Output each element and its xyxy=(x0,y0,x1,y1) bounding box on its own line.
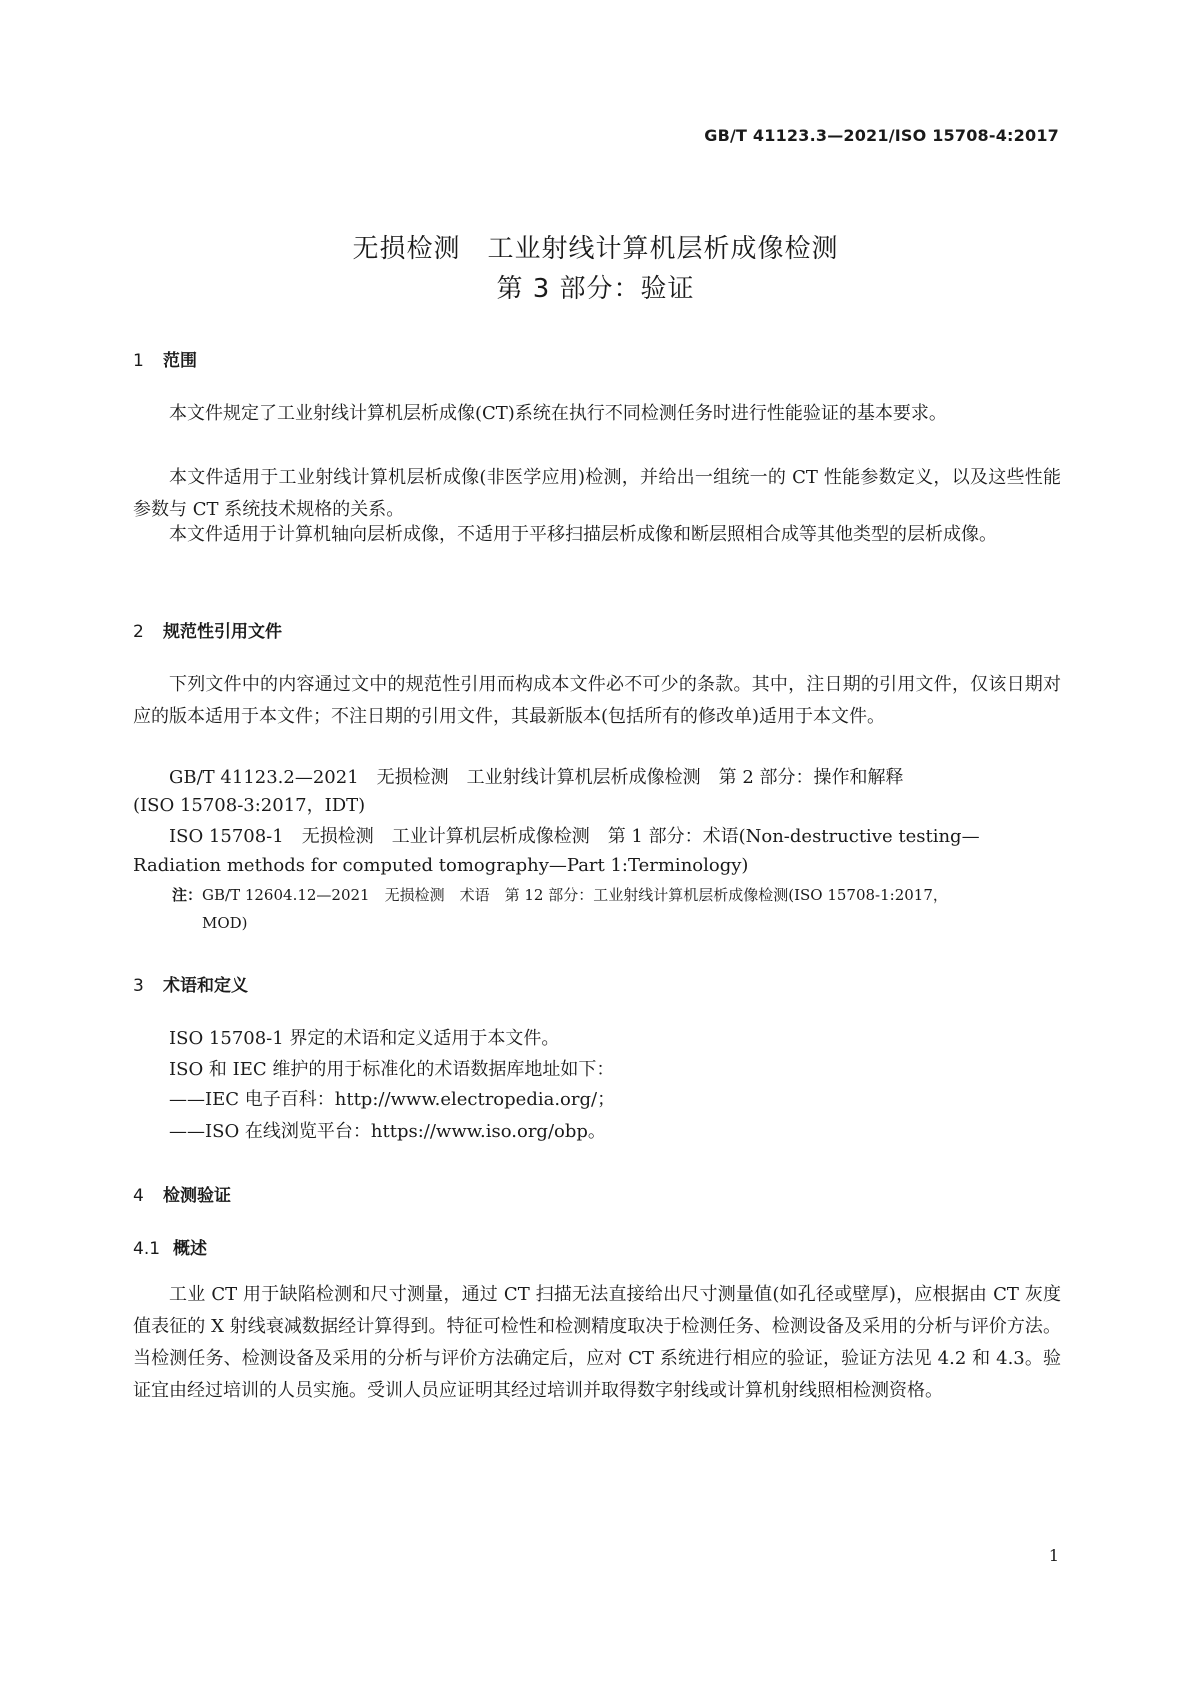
section-title: 规范性引用文件 xyxy=(163,622,282,642)
section-number: 3 xyxy=(133,976,144,996)
section-number: 2 xyxy=(133,622,144,642)
document-subtitle: 第 3 部分：验证 xyxy=(496,274,695,304)
note-line1: GB/T 12604.12—2021 无损检测 术语 第 12 部分：工业射线计算机层析成像检测(ISO 15708-1:2017， xyxy=(202,886,948,904)
reference-2-line1: ISO 15708-1 无损检测 工业计算机层析成像检测 第 1 部分：术语(Non-destructive testing— xyxy=(169,826,980,847)
section-1-paragraph: 本文件适用于计算机轴向层析成像，不适用于平移扫描层析成像和断层照相合成等其他类型的层析成像。 xyxy=(169,524,997,545)
reference-1-line2: (ISO 15708-3:2017，IDT) xyxy=(133,795,366,816)
section-4-heading xyxy=(133,1181,231,1206)
subsection-4-1-heading xyxy=(133,1234,207,1259)
iec-link-line: ——IEC 电子百科：http://www.electropedia.org/； xyxy=(169,1089,616,1110)
page-number: 1 xyxy=(1048,1546,1059,1565)
section-3-line: ISO 和 IEC 维护的用于标准化的术语数据库地址如下： xyxy=(169,1059,615,1080)
subsection-number: 4.1 xyxy=(133,1239,161,1259)
section-title: 术语和定义 xyxy=(163,976,248,996)
note-line2: MOD) xyxy=(202,914,248,932)
standard-code: GB/T 41123.3—2021/ISO 15708-4:2017 xyxy=(704,126,1059,145)
section-4-1-paragraph: 工业 CT 用于缺陷检测和尺寸测量，通过 CT 扫描无法直接给出尺寸测量值(如孔径或壁厚)，应根据由 CT 灰度值表征的 X 射线衰减数据经计算得到。特征可检性和检测精度取决于检测任务、检测设备及采用的分析与评价方法。当检测任务、检测设备及采用的分析与评价方法确定后，应对 CT 系统进行相应的验证，验证方法见 4.2 和 4.3。验证宜由经过培训的人员实施。受训人员应证明其经过培训并取得数字射线或计算机射线照相检测资格。 xyxy=(133,1284,1061,1401)
section-3-line: ISO 15708-1 界定的术语和定义适用于本文件。 xyxy=(169,1028,560,1049)
section-title: 检测验证 xyxy=(163,1186,231,1206)
subsection-title: 概述 xyxy=(173,1239,207,1259)
section-number: 1 xyxy=(133,351,144,371)
section-1-paragraph: 本文件规定了工业射线计算机层析成像(CT)系统在执行不同检测任务时进行性能验证的基本要求。 xyxy=(169,403,947,424)
reference-2-line2: Radiation methods for computed tomography—Part 1:Terminology) xyxy=(133,855,749,876)
section-2-heading xyxy=(133,617,282,642)
section-3-heading xyxy=(133,971,248,996)
section-1-paragraph: 本文件适用于工业射线计算机层析成像(非医学应用)检测，并给出一组统一的 CT 性能参数定义，以及这些性能参数与 CT 系统技术规格的关系。 xyxy=(133,467,1061,520)
section-1-heading xyxy=(133,346,197,371)
note-label: 注： xyxy=(172,886,203,904)
section-number: 4 xyxy=(133,1186,144,1206)
note xyxy=(172,881,1062,937)
reference-1-line1: GB/T 41123.2—2021 无损检测 工业射线计算机层析成像检测 第 2 部分：操作和解释 xyxy=(169,767,904,788)
section-2-intro: 下列文件中的内容通过文中的规范性引用而构成本文件必不可少的条款。其中，注日期的引用文件，仅该日期对应的版本适用于本文件；不注日期的引用文件，其最新版本(包括所有的修改单)适用于本文件。 xyxy=(133,674,1061,727)
iso-link-line: ——ISO 在线浏览平台：https://www.iso.org/obp。 xyxy=(169,1121,606,1142)
document-title: 无损检测 工业射线计算机层析成像检测 xyxy=(352,234,839,264)
section-title: 范围 xyxy=(163,351,197,371)
